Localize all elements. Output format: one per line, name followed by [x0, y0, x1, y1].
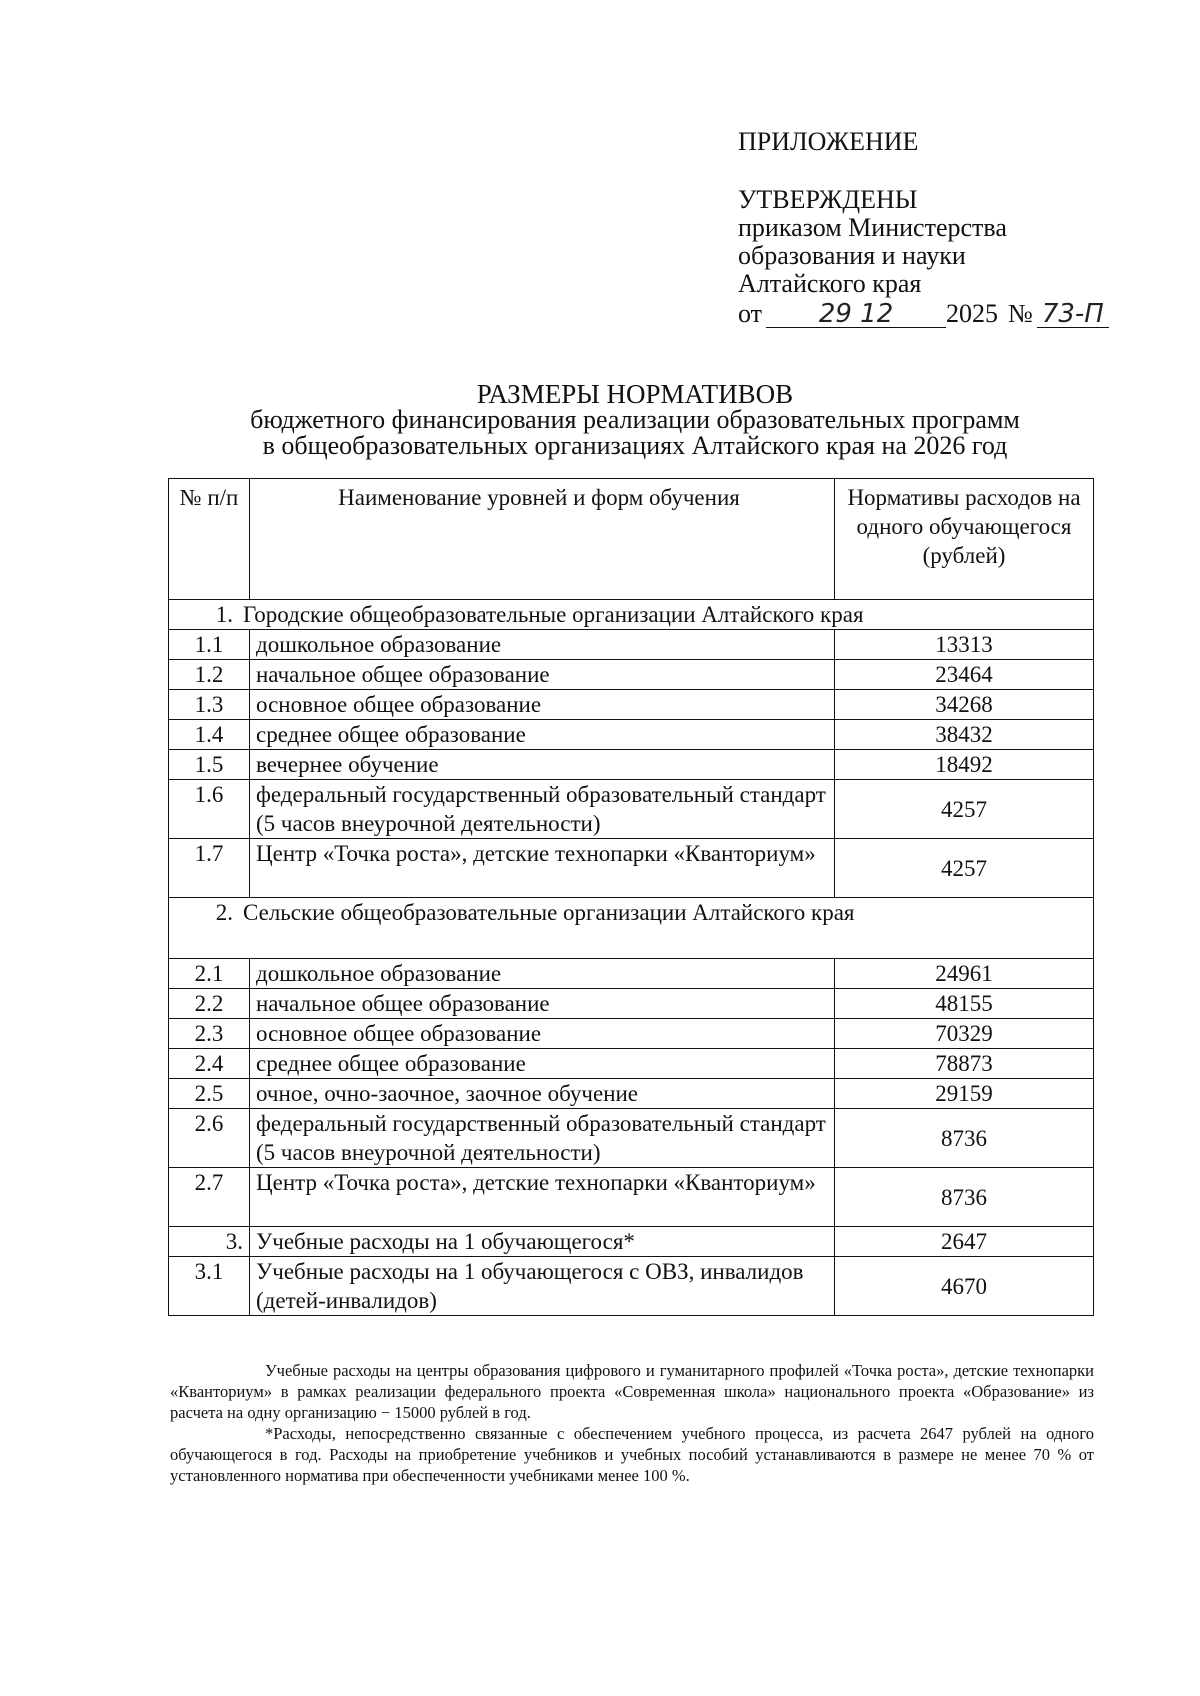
row-num: 2.1	[169, 959, 250, 989]
handwritten-date: 29 12	[766, 301, 946, 328]
section-row-1	[169, 600, 1094, 630]
table-row	[169, 720, 1094, 750]
table-row	[169, 1109, 1094, 1168]
row-value: 2647	[835, 1227, 1094, 1257]
row-num: 1.6	[169, 780, 250, 839]
footnotes	[170, 1360, 1094, 1486]
header-value: Нормативы расходов на одного обучающегося (рублей)	[835, 479, 1094, 600]
order-line-1: приказом Министерства	[738, 213, 1007, 242]
row-num: 2.2	[169, 989, 250, 1019]
document-title	[150, 381, 1120, 459]
title-line-2: бюджетного финансирования реализации образовательных программ	[250, 405, 1020, 434]
row-num: 1.4	[169, 720, 250, 750]
section-row-2	[169, 898, 1094, 959]
date-prefix: от	[738, 299, 763, 328]
row-value: 18492	[835, 750, 1094, 780]
row-value: 13313	[835, 630, 1094, 660]
row-name: Учебные расходы на 1 обучающегося*	[250, 1227, 835, 1257]
footnote-2: *Расходы, непосредственно связанные с обеспечением учебного процесса, из расчета 2647 рублей на одного обучающегося в год. Расходы на приобретение учебников и учебных пособий устанавливаются в размере не менее 70 % от установленного норматива при обеспеченности учебниками менее 100 %.	[170, 1424, 1094, 1485]
row-num: 1.7	[169, 839, 250, 898]
row-value: 8736	[835, 1168, 1094, 1227]
row-value: 29159	[835, 1079, 1094, 1109]
row-value: 24961	[835, 959, 1094, 989]
row-name: основное общее образование	[250, 1019, 835, 1049]
row-num: 2.6	[169, 1109, 250, 1168]
row-name: очное, очно-заочное, заочное обучение	[250, 1079, 835, 1109]
row-num: 1.5	[169, 750, 250, 780]
row-value: 8736	[835, 1109, 1094, 1168]
row-name: начальное общее образование	[250, 660, 835, 690]
row-value: 78873	[835, 1049, 1094, 1079]
row-value: 4670	[835, 1257, 1094, 1316]
norms-table	[168, 478, 1094, 1316]
row-num: 3.1	[169, 1257, 250, 1316]
table-row	[169, 1168, 1094, 1227]
header-name: Наименование уровней и форм обучения	[250, 479, 835, 600]
title-line-3: в общеобразовательных организациях Алтайского края на 2026 год	[262, 431, 1008, 460]
row-value: 38432	[835, 720, 1094, 750]
table-row	[169, 839, 1094, 898]
table-row	[169, 660, 1094, 690]
section-num: 2.	[215, 900, 233, 925]
table-row	[169, 690, 1094, 720]
row-name: Центр «Точка роста», детские технопарки «Кванториум»	[250, 1168, 835, 1227]
row-name: федеральный государственный образовательный стандарт (5 часов внеурочной деятельности)	[250, 1109, 835, 1168]
row-name: основное общее образование	[250, 690, 835, 720]
header-num: № п/п	[169, 479, 250, 600]
row-value: 34268	[835, 690, 1094, 720]
row-name: дошкольное образование	[250, 630, 835, 660]
row-num: 2.5	[169, 1079, 250, 1109]
table-row	[169, 1227, 1094, 1257]
row-num: 2.3	[169, 1019, 250, 1049]
table-row	[169, 959, 1094, 989]
row-value: 4257	[835, 839, 1094, 898]
order-line-2: образования и науки	[738, 241, 966, 270]
row-value: 23464	[835, 660, 1094, 690]
table-row	[169, 750, 1094, 780]
footnote-1: Учебные расходы на центры образования цифрового и гуманитарного профилей «Точка роста», детские технопарки «Кванториум» в рамках реализации федерального проекта «Современная школа» национального проекта «Образование» из расчета на одну организацию − 15000 рублей в год.	[170, 1361, 1094, 1422]
row-num: 1.3	[169, 690, 250, 720]
row-name: Центр «Точка роста», детские технопарки «Кванториум»	[250, 839, 835, 898]
approved-label: УТВЕРЖДЕНЫ	[738, 185, 918, 214]
section-label: Сельские общеобразовательные организации Алтайского края	[243, 900, 855, 925]
table-row	[169, 1019, 1094, 1049]
row-num: 1.1	[169, 630, 250, 660]
section-label: Городские общеобразовательные организации Алтайского края	[243, 602, 864, 627]
order-year: 2025	[946, 299, 999, 328]
row-name: дошкольное образование	[250, 959, 835, 989]
table-row	[169, 780, 1094, 839]
row-name: среднее общее образование	[250, 720, 835, 750]
row-value: 48155	[835, 989, 1094, 1019]
table-row	[169, 989, 1094, 1019]
row-value: 70329	[835, 1019, 1094, 1049]
table-row	[169, 1257, 1094, 1316]
row-num: 2.7	[169, 1168, 250, 1227]
row-value: 4257	[835, 780, 1094, 839]
table-header-row	[169, 479, 1094, 600]
order-date-row	[738, 300, 1158, 328]
table-row	[169, 630, 1094, 660]
approval-block	[738, 128, 1158, 328]
number-prefix: №	[1008, 299, 1033, 328]
title-main: РАЗМЕРЫ НОРМАТИВОВ	[476, 379, 794, 409]
table-row	[169, 1079, 1094, 1109]
row-name: федеральный государственный образовательный стандарт (5 часов внеурочной деятельности)	[250, 780, 835, 839]
row-name: среднее общее образование	[250, 1049, 835, 1079]
row-name: вечернее обучение	[250, 750, 835, 780]
handwritten-number: 73-П	[1037, 301, 1109, 328]
table-row	[169, 1049, 1094, 1079]
section-num: 1.	[215, 602, 233, 627]
row-name: Учебные расходы на 1 обучающегося с ОВЗ, инвалидов (детей-инвалидов)	[250, 1257, 835, 1316]
order-line-3: Алтайского края	[738, 269, 922, 298]
row-num: 1.2	[169, 660, 250, 690]
row-name: начальное общее образование	[250, 989, 835, 1019]
row-num: 3.	[169, 1227, 250, 1257]
appendix-label: ПРИЛОЖЕНИЕ	[738, 127, 919, 156]
row-num: 2.4	[169, 1049, 250, 1079]
